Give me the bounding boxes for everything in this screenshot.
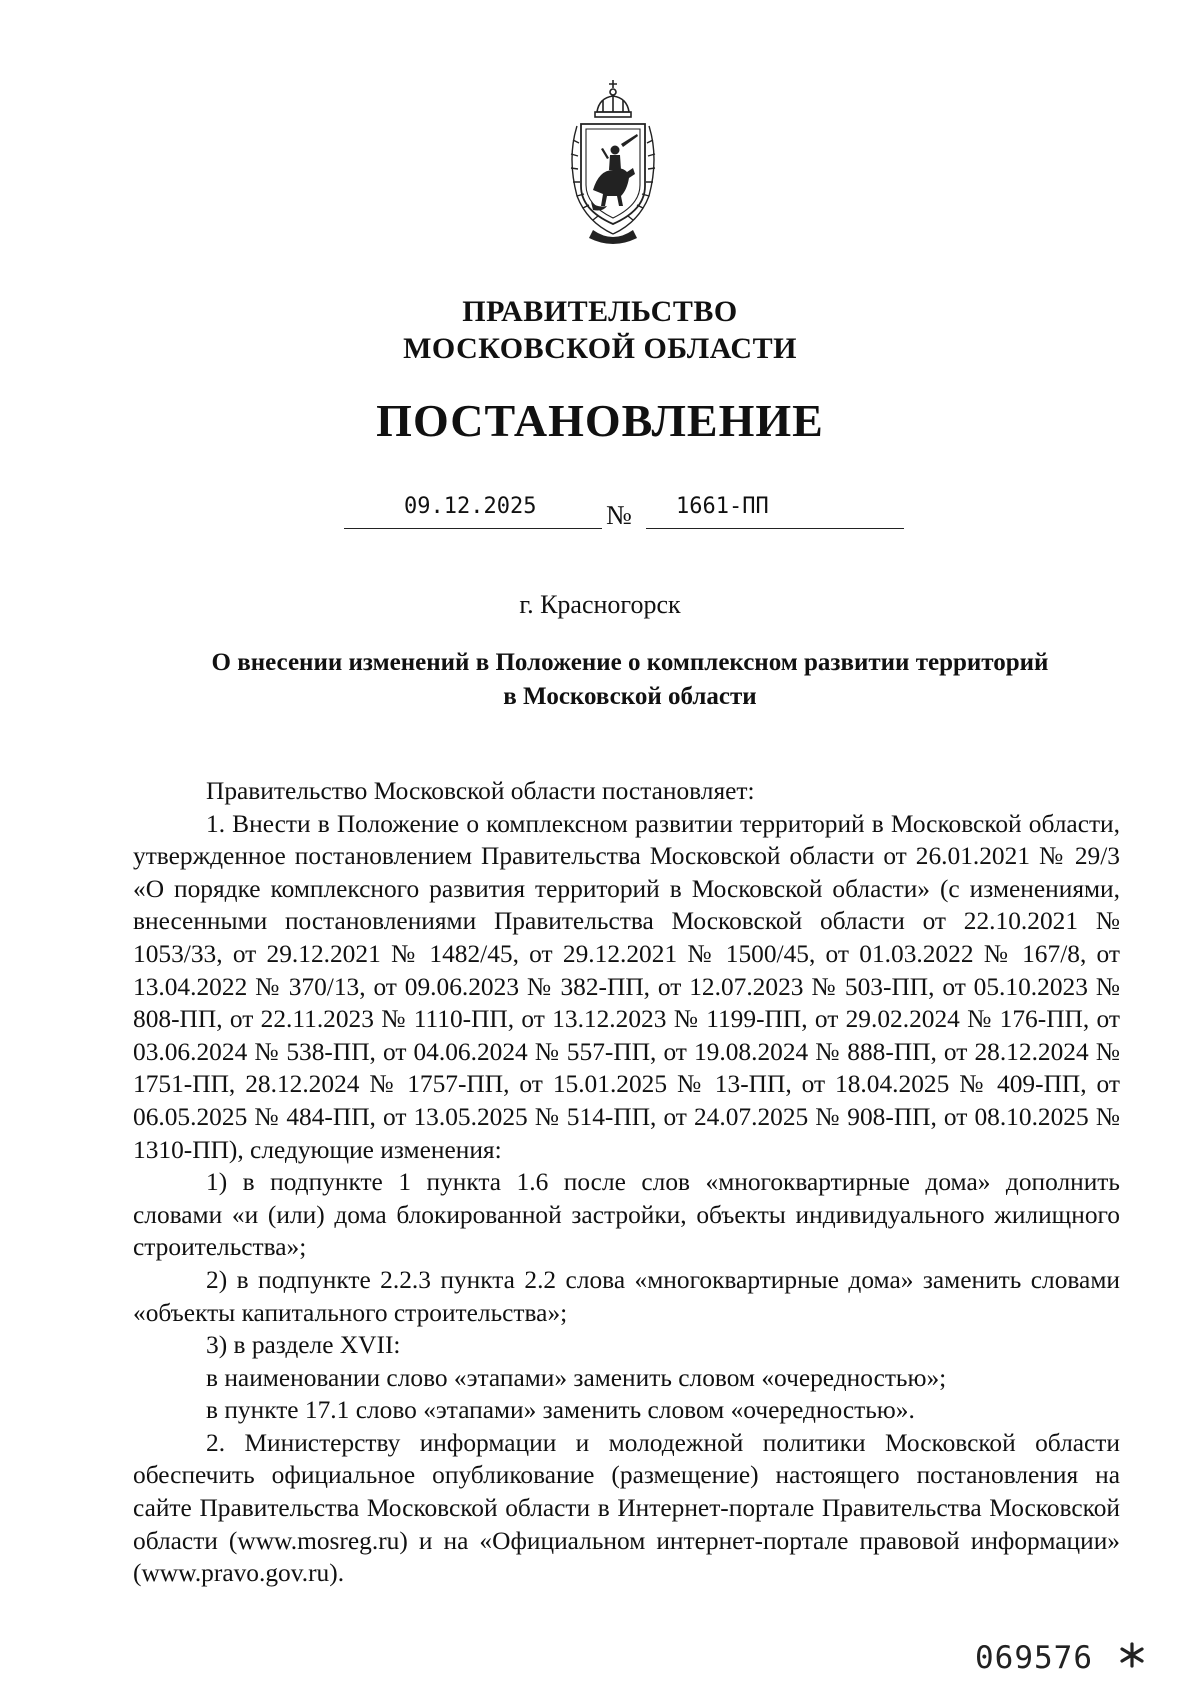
number-value: 1661-ПП	[676, 494, 769, 519]
paragraph-item-1: 1. Внести в Положение о комплексном развитии территорий в Московской области, утвержденное постановлением Правительства Московской области от 26.01.2021 № 29/3 «О порядке комплексного развития территорий в Московской области» (с изменениями, внесенными постановлениями Правительства Московской области от 22.10.2021 № 1053/33, от 29.12.2021 № 1482/45, от 29.12.2021 № 1500/45, от 01.03.2022 № 167/8, от 13.04.2022 № 370/13, от 09.06.2023 № 382-ПП, от 12.07.2023 № 503-ПП, от 05.10.2023 № 808-ПП, от 22.11.2023 № 1110-ПП, от 13.12.2023 № 1199-ПП, от 29.02.2024 № 176-ПП, от 03.06.2024 № 538-ПП, от 04.06.2024 № 557-ПП, от 19.08.2024 № 888-ПП, от 28.12.2024 № 1751-ПП, 28.12.2024 № 1757-ПП, от 15.01.2025 № 13-ПП, от 18.04.2025 № 409-ПП, от 06.05.2025 № 484-ПП, от 13.05.2025 № 514-ПП, от 24.07.2025 № 908-ПП, от 08.10.2025 № 1310-ПП), следующие изменения:	[133, 809, 1120, 1164]
document-title	[140, 646, 1120, 714]
number-sign: №	[606, 500, 632, 530]
paragraph-subitem-3: 3) в разделе XVII:	[206, 1331, 401, 1360]
registration-stamp-number: 069576	[975, 1640, 1093, 1676]
paragraph-preamble: Правительство Московской области постановляет:	[206, 777, 755, 805]
paragraph-subitem-2: 2) в подпункте 2.2.3 пункта 2.2 слова «многоквартирные дома» заменить словами «объекты капитального строительства»;	[133, 1265, 1120, 1327]
coat-of-arms-icon	[563, 78, 663, 246]
date-field	[344, 492, 602, 529]
paragraph-item-2: 2. Министерству информации и молодежной политики Московской области обеспечить официальное опубликование (размещение) настоящего постановления на сайте Правительства Московской области в Интернет-портале Правительства Московской области (www.mosreg.ru) и на «Официальном интернет-портале правовой информации» (www.pravo.gov.ru).	[133, 1428, 1120, 1588]
number-field	[646, 492, 904, 529]
org-name-line1: ПРАВИТЕЛЬСТВО	[462, 295, 738, 328]
paragraph-subitem-1: 1) в подпункте 1 пункта 1.6 после слов «многоквартирные дома» дополнить словами «и (или) дома блокированной застройки, объекты индивидуального жилищного строительства»;	[133, 1168, 1120, 1262]
title-line2: в Московской области	[503, 683, 757, 710]
org-name-line2: МОСКОВСКОЙ ОБЛАСТИ	[403, 332, 797, 365]
document-body	[133, 775, 1120, 1590]
title-line1: О внесении изменений в Положение о комплексном развитии территорий	[211, 649, 1049, 676]
document-type-heading: ПОСТАНОВЛЕНИЕ	[376, 395, 824, 446]
place-of-issue: г. Красногорск	[519, 590, 681, 619]
asterisk-icon	[1119, 1642, 1145, 1668]
paragraph-subitem-3a: в наименовании слово «этапами» заменить словом «очередностью»;	[206, 1363, 947, 1392]
paragraph-subitem-3b: в пункте 17.1 слово «этапами» заменить словом «очередностью».	[206, 1396, 915, 1425]
date-value: 09.12.2025	[404, 494, 537, 519]
